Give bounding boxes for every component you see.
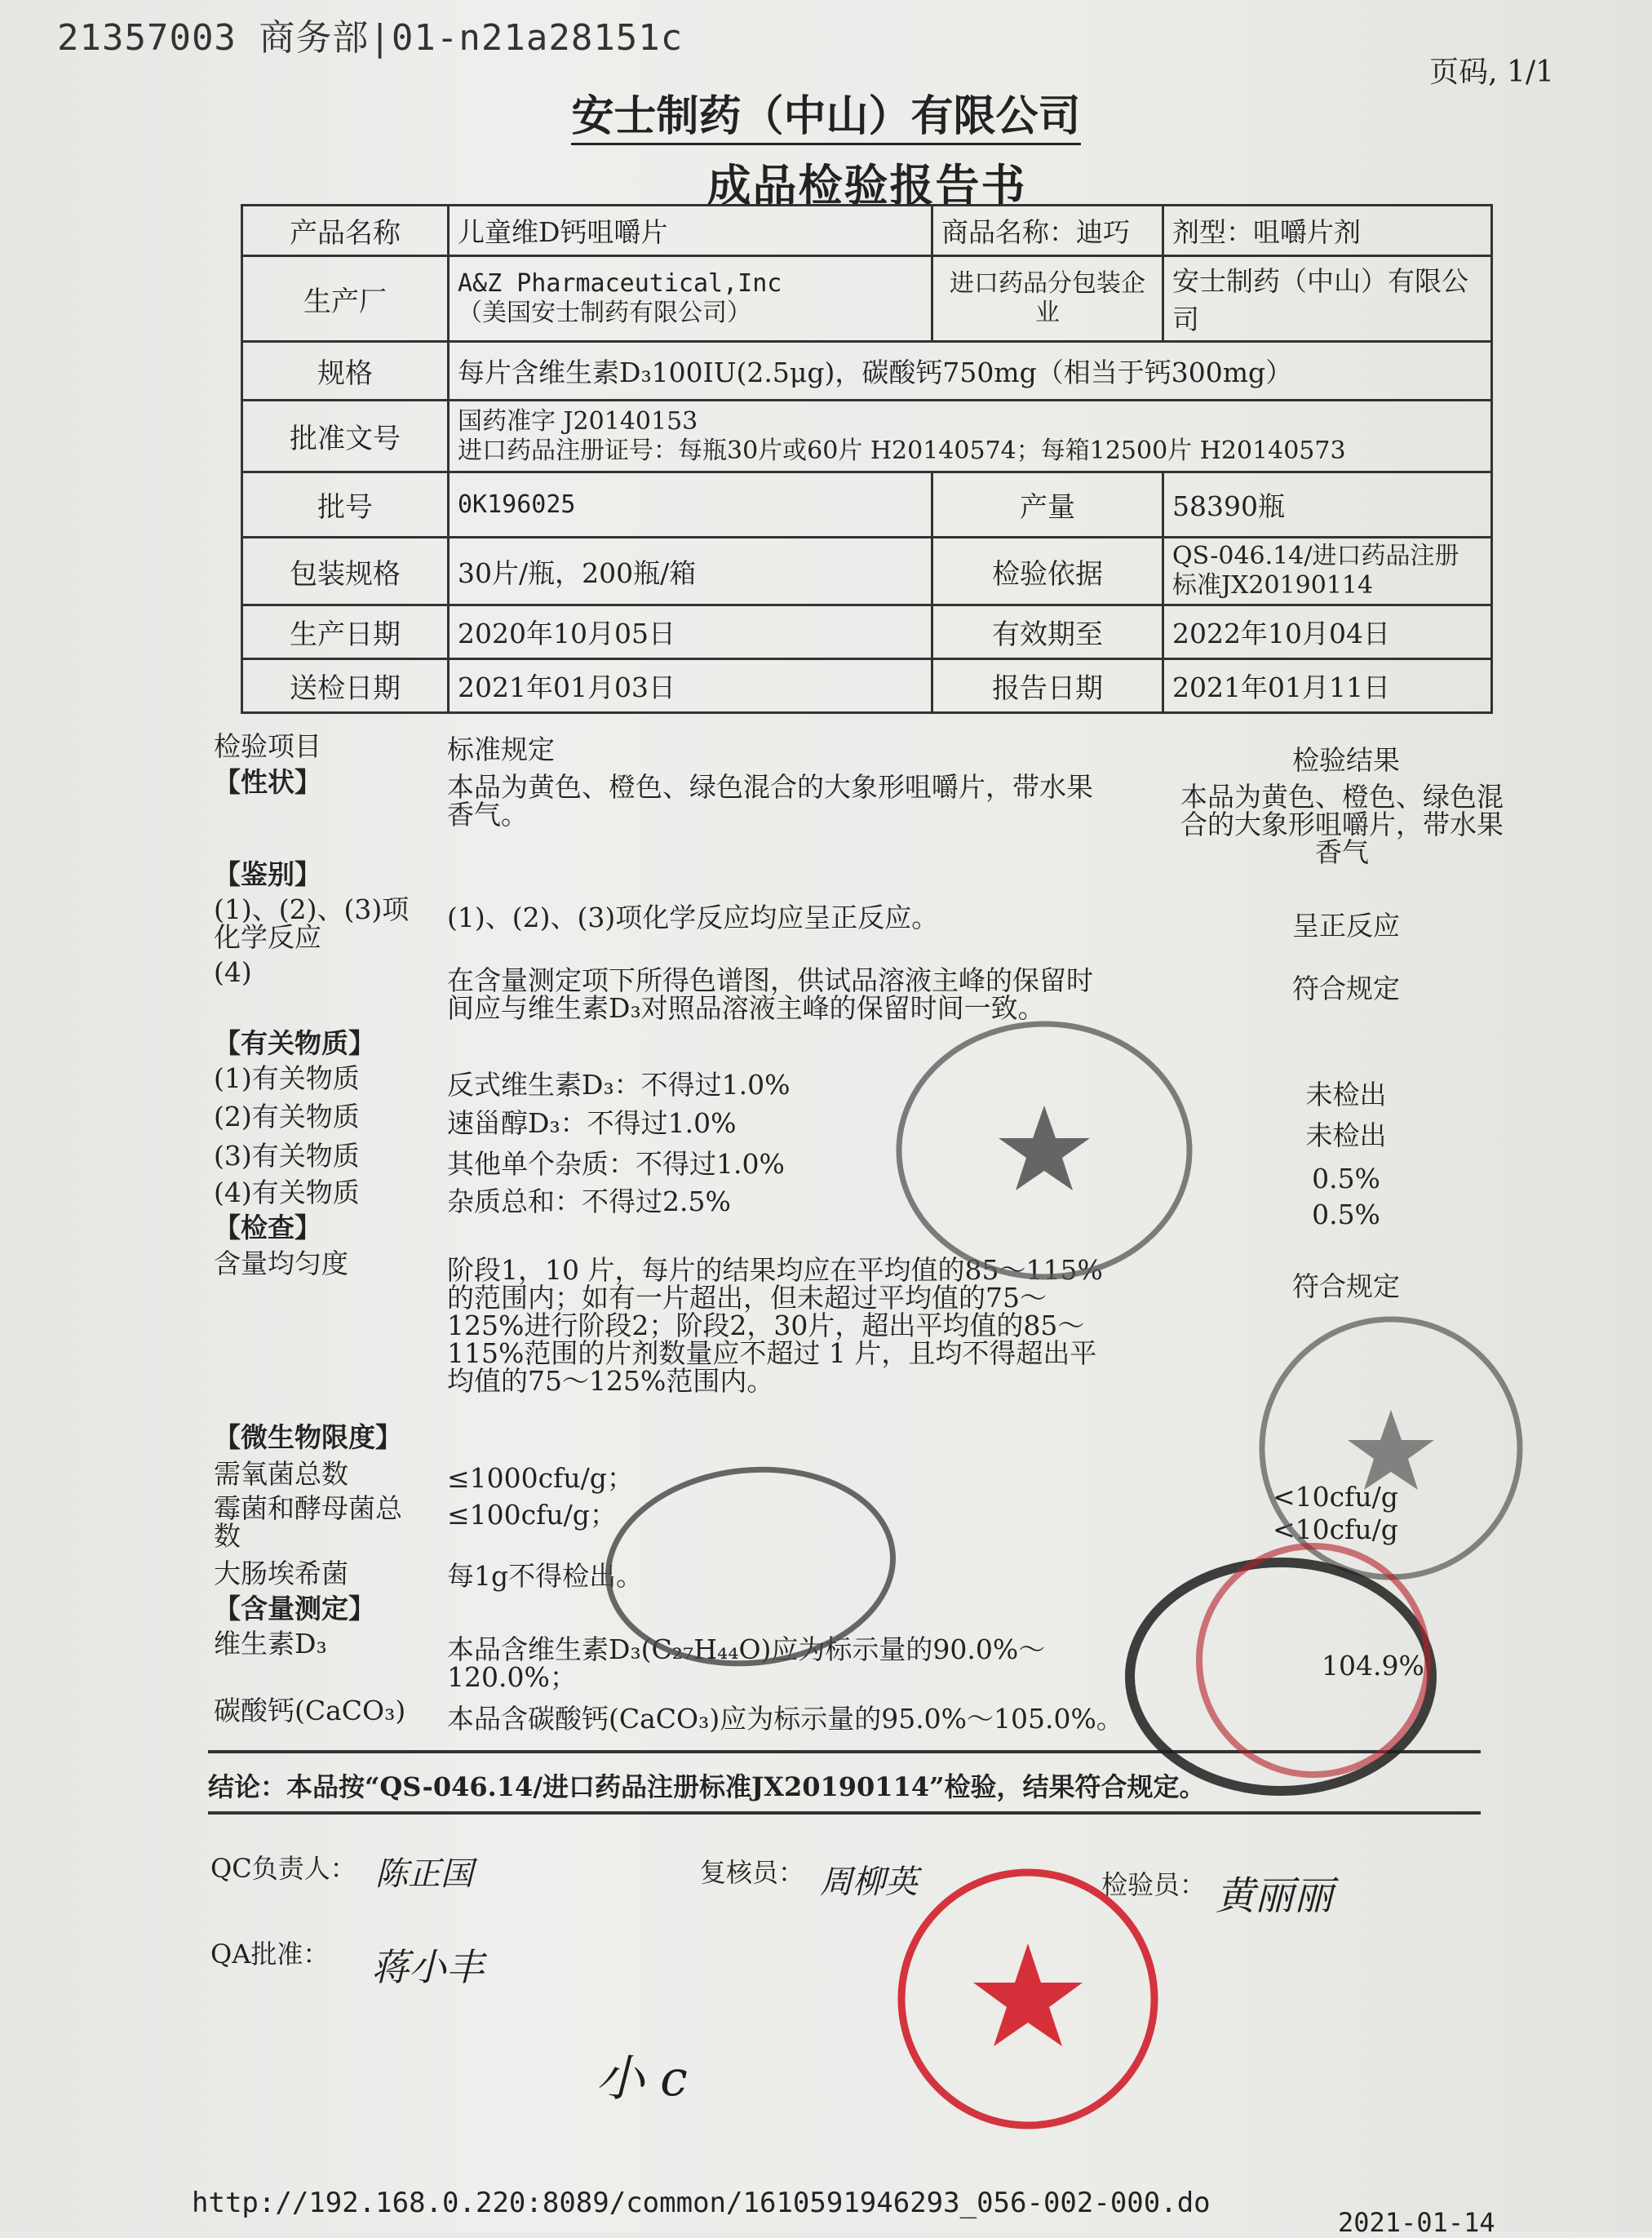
product-name: 儿童维D钙咀嚼片 <box>449 206 932 256</box>
micro-item-1: 需氧菌总数 <box>214 1458 348 1490</box>
related-standard-2: 速甾醇D₃：不得过1.0% <box>447 1107 737 1139</box>
related-item-3: (3)有关物质 <box>214 1140 360 1172</box>
related-heading: 【有关物质】 <box>214 1027 375 1059</box>
check-item: 含量均匀度 <box>214 1248 348 1279</box>
product-name-label: 产品名称 <box>242 206 449 256</box>
related-result-3: 0.5% <box>1312 1163 1380 1194</box>
prod-date-label: 生产日期 <box>242 605 449 659</box>
related-result-2: 未检出 <box>1305 1119 1387 1151</box>
company-name: 安士制药（中山）有限公司 <box>0 82 1652 143</box>
micro-item-2: 霉菌和酵母菌总数 <box>214 1492 402 1552</box>
related-item-1: (1)有关物质 <box>214 1062 360 1094</box>
inspector-label: 检验员： <box>1101 1869 1207 1900</box>
expiry-label: 有效期至 <box>932 605 1163 659</box>
packager: 安士制药（中山）有限公司 <box>1163 256 1492 342</box>
qc-signature: 陈正国 <box>375 1855 473 1893</box>
ident-result-2: 符合规定 <box>1292 973 1400 1004</box>
manufacturer: A&Z Pharmaceutical,Inc （美国安士制药有限公司） <box>449 256 932 342</box>
check-result: 符合规定 <box>1292 1270 1400 1302</box>
divider-bottom <box>208 1811 1481 1815</box>
appearance-result: 本品为黄色、橙色、绿色混合的大象形咀嚼片，带水果香气 <box>1180 781 1504 868</box>
col-standard-header: 标准规定 <box>447 733 555 765</box>
ident-standard-1: (1)、(2)、(3)项化学反应均应呈正反应。 <box>447 902 939 933</box>
check-heading: 【检查】 <box>214 1212 321 1243</box>
footer-url: http://192.168.0.220:8089/common/1610591946293_056-002-000.do <box>192 2187 1211 2219</box>
handwritten-note: 小 c <box>596 2050 688 2107</box>
quantity: 58390瓶 <box>1163 472 1492 538</box>
related-result-1: 未检出 <box>1305 1079 1387 1110</box>
trade-name: 商品名称：迪巧 <box>932 206 1163 256</box>
related-item-2: (2)有关物质 <box>214 1101 360 1132</box>
related-standard-1: 反式维生素D₃：不得过1.0% <box>447 1069 791 1101</box>
package-label: 包装规格 <box>242 538 449 605</box>
product-info-table <box>241 204 1493 714</box>
ident-result-1: 呈正反应 <box>1292 910 1400 942</box>
red-seal-small-stamp <box>1183 1534 1444 1787</box>
micro-heading: 【微生物限度】 <box>214 1421 402 1453</box>
batch-label: 批号 <box>242 472 449 538</box>
assay-standard-2: 本品含碳酸钙(CaCO₃)应为标示量的95.0%～105.0%。 <box>447 1703 1123 1735</box>
col-result-header: 检验结果 <box>1292 744 1400 776</box>
qc-seal-stamp <box>600 1460 901 1673</box>
conclusion: 结论：本品按“QS-046.14/进口药品注册标准JX20190114”检验，结果符合规定。 <box>208 1771 1206 1802</box>
reviewer-label: 复核员： <box>700 1857 805 1888</box>
ident-item-2: (4) <box>214 956 252 988</box>
qa-label: QA批准： <box>210 1939 330 1970</box>
expiry-date: 2022年10月04日 <box>1163 605 1492 659</box>
micro-standard-3: 每1g不得检出。 <box>447 1560 644 1592</box>
check-standard: 阶段1，10 片，每片的结果均应在平均值的85～115%的范围内；如有一片超出，但未超过平均值的75～125%进行阶段2；阶段2，30片，超出平均值的85～115%范围的片剂数量应不超过 1 片，且均不得超出平均值的75～125%范围内。 <box>447 1254 1103 1397</box>
basis-label: 检验依据 <box>932 538 1163 605</box>
assay-item-2: 碳酸钙(CaCO₃) <box>214 1695 406 1726</box>
micro-standard-1: ≤1000cfu/g； <box>447 1462 634 1494</box>
related-result-4: 0.5% <box>1312 1199 1380 1230</box>
footer-date: 2021-01-14 <box>1338 2207 1495 2238</box>
related-standard-4: 杂质总和：不得过2.5% <box>447 1185 731 1217</box>
spec: 每片含维生素D₃100IU(2.5μg)，碳酸钙750mg（相当于钙300mg） <box>449 342 1492 401</box>
approval-label: 批准文号 <box>242 401 449 472</box>
assay-result-1: 104.9% <box>1322 1650 1424 1682</box>
production-date: 2020年10月05日 <box>449 605 932 659</box>
fax-header: 21357003 商务部|01-n21a28151c <box>57 17 684 59</box>
quantity-label: 产量 <box>932 472 1163 538</box>
col-item-header: 检验项目 <box>214 730 321 762</box>
micro-result-1: <10cfu/g <box>1273 1481 1398 1513</box>
micro-item-3: 大肠埃希菌 <box>214 1558 348 1589</box>
spec-label: 规格 <box>242 342 449 401</box>
batch-number: 0K196025 <box>449 472 932 538</box>
ident-heading: 【鉴别】 <box>214 858 321 890</box>
ident-item-1: (1)、(2)、(3)项化学反应 <box>214 893 410 953</box>
ident-standard-2: 在含量测定项下所得色谱图，供试品溶液主峰的保留时间应与维生素D₃对照品溶液主峰的保留时间一致。 <box>447 964 1093 1024</box>
assay-standard-1: 本品含维生素D₃(C₂₇H₄₄O)应为标示量的90.0%～120.0%； <box>447 1633 1046 1693</box>
approval-numbers: 国药准字 J20140153 进口药品注册证号：每瓶30片或60片 H20140574；每箱12500片 H20140573 <box>449 401 1492 472</box>
page-number: 页码, 1/1 <box>1429 55 1554 89</box>
micro-standard-2: ≤100cfu/g； <box>447 1499 617 1531</box>
assay-item-1: 维生素D₃ <box>214 1628 327 1660</box>
micro-result-2: <10cfu/g <box>1273 1513 1398 1545</box>
appearance-heading: 【性状】 <box>214 766 321 798</box>
report-date-label: 报告日期 <box>932 659 1163 713</box>
manufacturer-label: 生产厂 <box>242 256 449 342</box>
dosage-form: 剂型：咀嚼片剂 <box>1163 206 1492 256</box>
inspection-basis: QS-046.14/进口药品注册 标准JX20190114 <box>1163 538 1492 605</box>
related-item-4: (4)有关物质 <box>214 1177 360 1208</box>
qc-label: QC负责人： <box>210 1853 357 1884</box>
qa-signature: 蒋小丰 <box>371 1945 484 1989</box>
company-seal-stamp <box>889 1016 1199 1285</box>
report-date: 2021年01月11日 <box>1163 659 1492 713</box>
appearance-standard: 本品为黄色、橙色、绿色混合的大象形咀嚼片，带水果香气。 <box>447 771 1093 831</box>
submit-date: 2021年01月03日 <box>449 659 932 713</box>
related-standard-3: 其他单个杂质：不得过1.0% <box>447 1148 785 1180</box>
red-quality-seal-stamp <box>877 1860 1179 2138</box>
submit-label: 送检日期 <box>242 659 449 713</box>
inspector-signature: 黄丽丽 <box>1216 1873 1334 1919</box>
package-spec: 30片/瓶，200瓶/箱 <box>449 538 932 605</box>
assay-heading: 【含量测定】 <box>214 1593 375 1624</box>
report-title: 成品检验报告书 <box>706 159 1027 211</box>
packager-label: 进口药品分包装企业 <box>932 256 1163 342</box>
reviewer-signature: 周柳英 <box>820 1864 918 1901</box>
